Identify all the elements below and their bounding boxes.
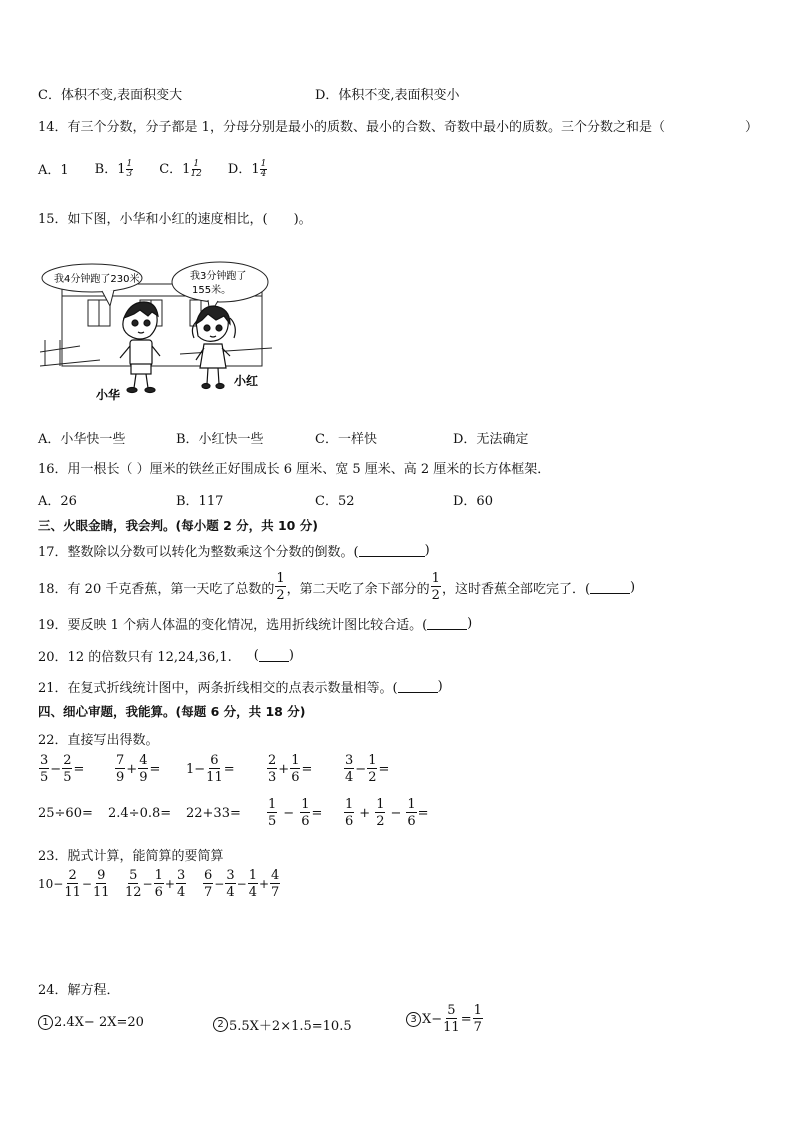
q15-option-c: C．一样快	[315, 432, 377, 447]
q18-question-part1: 18．有 20 千克香蕉，第一天吃了总数的	[38, 581, 275, 597]
q15-option-a: A．小华快一些	[38, 432, 126, 447]
q18-row: 18．有 20 千克香蕉，第一天吃了总数的 $\frac{1}{2}$ ，第二天吃了余下部分的 $\frac{1}{2}$ ，这时香蕉全部吃完了．( )	[38, 571, 636, 603]
q17-question: 17．整数除以分数可以转化为整数乘这个分数的倒数。(	[38, 545, 359, 560]
q16-option-c: C．52	[315, 494, 355, 509]
section-3-heading: 三、火眼金睛，我会判。(每小题 2 分，共 10 分)	[38, 518, 318, 533]
q15-option-b: B．小红快一些	[176, 432, 264, 447]
q16-option-d: D．60	[453, 494, 493, 509]
q17-row: 17．整数除以分数可以转化为整数乘这个分数的倒数。( )	[38, 543, 430, 560]
q22-expr-4: $\frac{2}{3}$ + $\frac{1}{6}$ =	[268, 753, 313, 785]
q22-expr-8: 22+33=	[186, 806, 241, 821]
q20-row: 20．12 的倍数只有 12,24,36,1. ( )	[38, 648, 294, 665]
q14-question: 14．有三个分数，分子都是 1，分母分别是最小的质数、最小的合数、奇数中最小的质数。三个分数之和是（	[38, 120, 665, 135]
q22-expr-3: 1− $\frac{6}{11}$ =	[186, 753, 235, 785]
q21-row: 21．在复式折线统计图中，两条折线相交的点表示数量相等。( )	[38, 679, 443, 696]
q24-title: 24．解方程．	[38, 983, 120, 998]
section-4-heading: 四、细心审题，我能算。(每题 6 分，共 18 分)	[38, 704, 306, 719]
q14-close-paren: ）	[745, 120, 759, 135]
q20-answer-blank[interactable]	[259, 649, 289, 662]
q16-option-b: B．117	[176, 494, 224, 509]
q22-expr-6: 25÷60=	[38, 806, 93, 821]
q14-option-d: D．1 $\frac{1}{4}$	[227, 159, 267, 179]
q15-option-d: D．无法确定	[453, 432, 529, 447]
q13-option-d: D．体积不变,表面积变小	[315, 88, 460, 103]
q14-option-a: A．1	[38, 163, 69, 178]
q18-answer-blank[interactable]	[590, 581, 630, 594]
q18-question-part2: ，第二天吃了余下部分的	[286, 581, 430, 597]
q23-expr-2: $\frac{5}{12}$ − $\frac{1}{6}$ + $\frac{3}{4}$	[125, 868, 186, 900]
boy-figure	[120, 302, 160, 393]
q22-expr-10: $\frac{1}{6}$ + $\frac{1}{2}$ − $\frac{1}{6}$ =	[345, 797, 429, 829]
q18-fraction-1: $\frac{1}{2}$	[276, 571, 285, 603]
q24-equation-2: 2 5.5X＋2×1.5=10.5	[213, 1015, 352, 1034]
bubble-left-text: 我4分钟跑了230米	[54, 274, 140, 285]
bubble-right-text-1: 我3分钟跑了	[190, 271, 247, 282]
q15-question: 15．如下图，小华和小红的速度相比，( )。	[38, 212, 312, 227]
q22-expr-2: $\frac{7}{9}$ + $\frac{4}{9}$ =	[116, 753, 161, 785]
q21-question: 21．在复式折线统计图中，两条折线相交的点表示数量相等。(	[38, 681, 398, 696]
girl-figure	[192, 306, 235, 389]
q19-answer-blank[interactable]	[427, 617, 467, 630]
q18-fraction-2: $\frac{1}{2}$	[431, 571, 440, 603]
q22-title: 22．直接写出得数。	[38, 733, 159, 748]
name-xiaohua: 小华	[96, 388, 121, 402]
q23-title: 23．脱式计算，能简算的要简算	[38, 849, 224, 864]
q19-question: 19．要反映 1 个病人体温的变化情况，选用折线统计图比较合适。(	[38, 618, 428, 633]
q23-expr-3: $\frac{6}{7}$ − $\frac{3}{4}$ − $\frac{1}{4}$ + $\frac{4}{7}$	[204, 868, 280, 900]
q15-illustration	[40, 256, 272, 402]
q16-option-a: A．26	[38, 494, 77, 509]
q22-expr-5: $\frac{3}{4}$ − $\frac{1}{2}$ =	[345, 753, 390, 785]
q22-expr-7: 2.4÷0.8=	[108, 806, 172, 821]
q14-option-c: C．1 $\frac{1}{12}$	[159, 159, 202, 179]
q22-expr-1: $\frac{3}{5}$ − $\frac{2}{5}$ =	[40, 753, 85, 785]
name-xiaohong: 小红	[234, 374, 259, 388]
q22-expr-9: $\frac{1}{5}$ − $\frac{1}{6}$ =	[268, 797, 323, 829]
q13-option-c: C．体积不变,表面积变大	[38, 88, 183, 103]
q17-answer-blank[interactable]	[359, 544, 425, 557]
q24-equation-1: 1 2.4X− 2X=20	[38, 1015, 144, 1030]
bubble-right-text-2: 155米。	[192, 285, 232, 296]
q18-question-part3: ，这时香蕉全部吃完了．(	[441, 581, 591, 597]
q16-question: 16．用一根长（ ）厘米的铁丝正好围成长 6 厘米、宽 5 厘米、高 2 厘米的长方体框架．	[38, 462, 551, 477]
q24-equation-3: 3 X− $\frac{5}{11}$ = $\frac{1}{7}$	[406, 1004, 484, 1034]
q20-question: 20．12 的倍数只有 12,24,36,1.	[38, 650, 232, 665]
q14-options	[38, 158, 267, 179]
q14-option-b: B．1 $\frac{1}{3}$	[94, 159, 133, 179]
q21-answer-blank[interactable]	[398, 680, 438, 693]
q19-row: 19．要反映 1 个病人体温的变化情况，选用折线统计图比较合适。( )	[38, 616, 473, 633]
q23-expr-1: 10− $\frac{2}{11}$ − $\frac{9}{11}$	[38, 868, 110, 900]
